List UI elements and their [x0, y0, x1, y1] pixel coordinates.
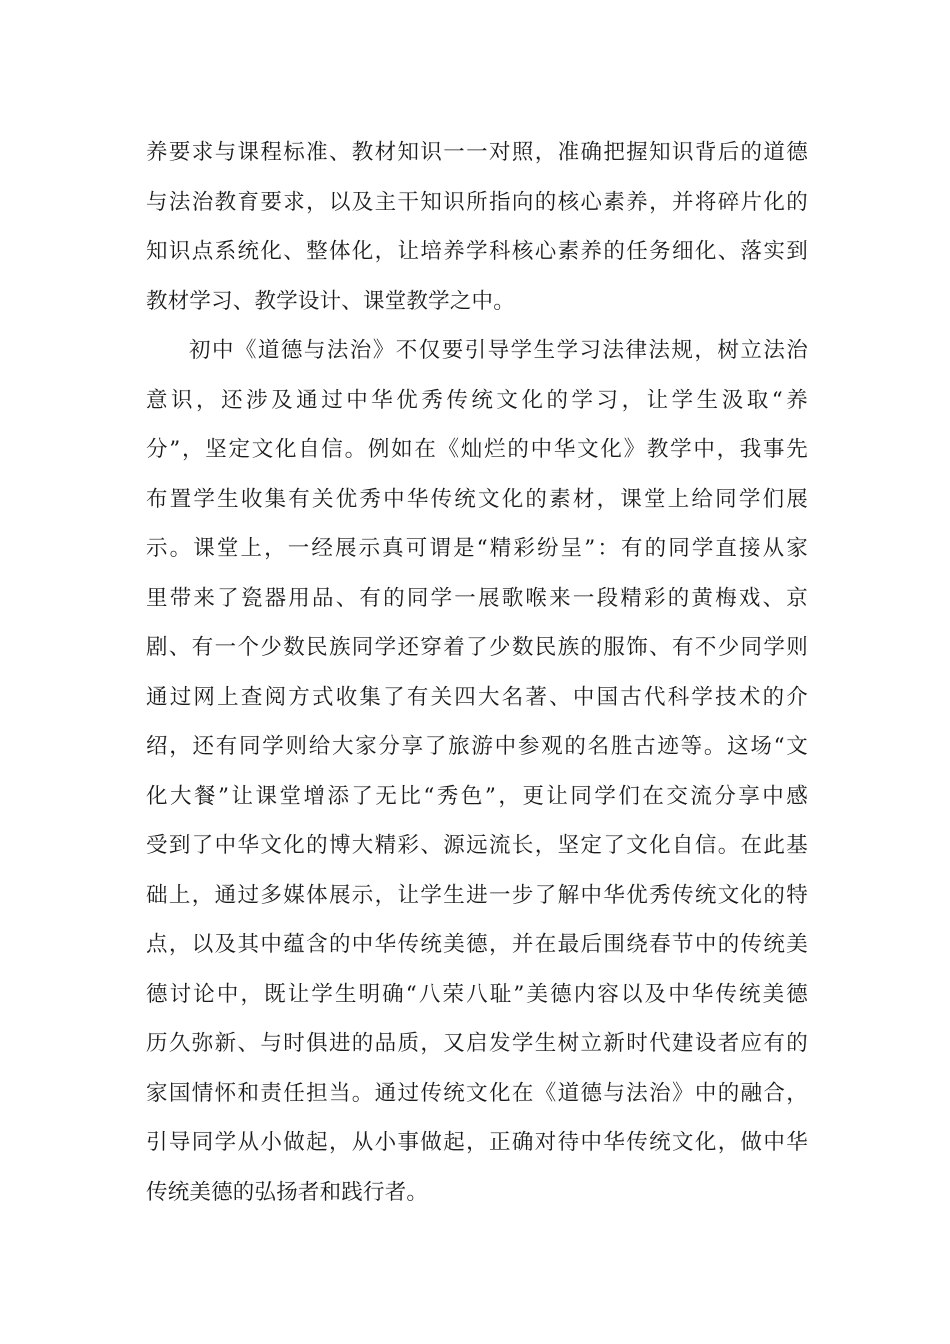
text-line: 知识点系统化、整体化，让培养学科核心素养的任务细化、落实到 — [146, 239, 808, 264]
text-line: 意识，还涉及通过中华优秀传统文化的学习，让学生汲取“养 — [146, 387, 808, 413]
text-line: 德讨论中，既让学生明确“八荣八耻”美德内容以及中华传统美德 — [146, 981, 808, 1007]
text-line: 础上，通过多媒体展示，让学生进一步了解中华优秀传统文化的特 — [146, 882, 808, 908]
text-line: 家国情怀和责任担当。通过传统文化在《道德与法治》中的融合， — [146, 1080, 808, 1106]
text-line: 历久弥新、与时俱进的品质，又启发学生树立新时代建设者应有的 — [146, 1031, 808, 1056]
text-line: 养要求与课程标准、教材知识一一对照，准确把握知识背后的道德 — [146, 140, 808, 165]
text-line: 与法治教育要求，以及主干知识所指向的核心素养，并将碎片化的 — [146, 189, 808, 215]
paragraph-2 — [146, 326, 808, 1217]
text-line: 示。课堂上，一经展示真可谓是“精彩纷呈”：有的同学直接从家 — [146, 536, 808, 561]
text-line: 点，以及其中蕴含的中华传统美德，并在最后围绕春节中的传统美 — [146, 932, 808, 957]
text-line: 初中《道德与法治》不仅要引导学生学习法律法规，树立法治 — [189, 338, 808, 363]
text-line: 分”，坚定文化自信。例如在《灿烂的中华文化》教学中，我事先 — [146, 437, 808, 462]
text-line: 教材学习、教学设计、课堂教学之中。 — [146, 288, 515, 314]
text-line: 通过网上查阅方式收集了有关四大名著、中国古代科学技术的介 — [146, 684, 808, 710]
text-line: 受到了中华文化的博大精彩、源远流长，坚定了文化自信。在此基 — [146, 833, 808, 858]
paragraph-1 — [146, 128, 808, 326]
text-line: 引导同学从小做起，从小事做起，正确对待中华传统文化，做中华 — [146, 1130, 808, 1155]
text-line: 绍，还有同学则给大家分享了旅游中参观的名胜古迹等。这场“文 — [146, 734, 808, 759]
text-line: 布置学生收集有关优秀中华传统文化的素材，课堂上给同学们展 — [146, 486, 808, 512]
text-line: 剧、有一个少数民族同学还穿着了少数民族的服饰、有不少同学则 — [146, 635, 808, 660]
text-line: 传统美德的弘扬者和践行者。 — [146, 1179, 429, 1205]
text-line: 化大餐”让课堂增添了无比“秀色”，更让同学们在交流分享中感 — [146, 783, 808, 809]
document-body — [146, 128, 808, 1217]
text-line: 里带来了瓷器用品、有的同学一展歌喉来一段精彩的黄梅戏、京 — [146, 585, 808, 611]
